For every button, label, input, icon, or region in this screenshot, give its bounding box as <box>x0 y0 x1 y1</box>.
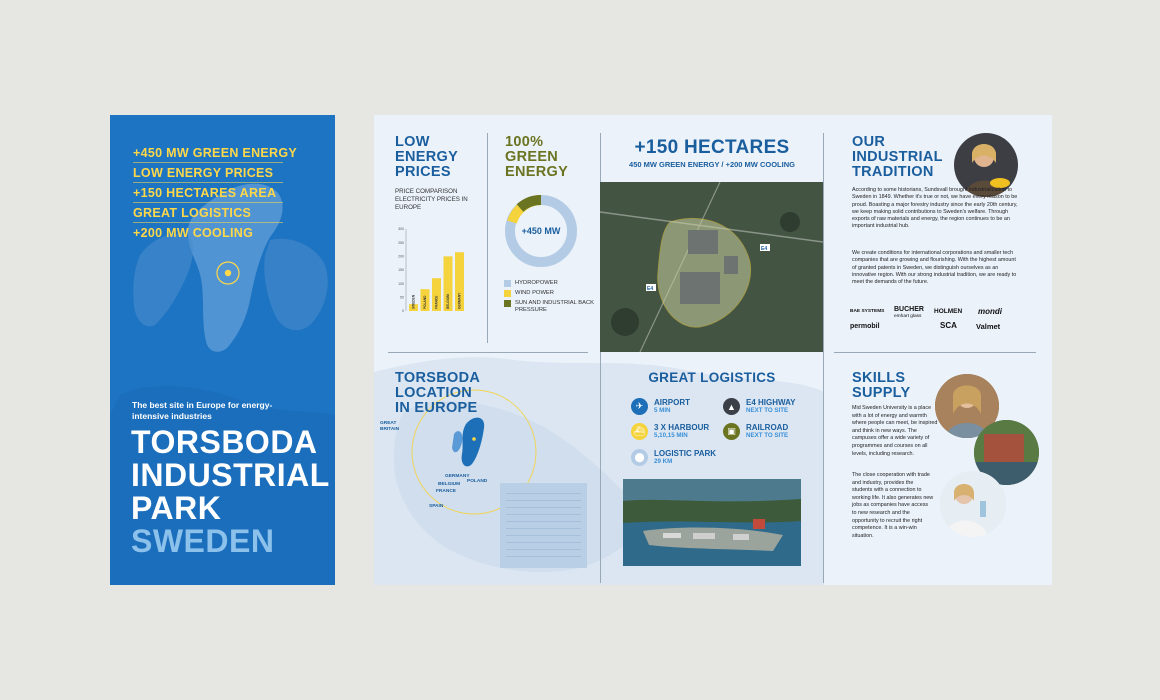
y-tick-label: 150 <box>398 268 404 273</box>
category-label: POLAND <box>423 295 427 309</box>
legend-item <box>504 280 595 287</box>
legend-item <box>504 290 595 297</box>
logistics-title: E4 HIGHWAY <box>746 398 796 407</box>
highlight-item: GREAT LOGISTICS <box>133 203 283 223</box>
location-heading <box>395 371 480 416</box>
logo-bucher: BUCHER <box>894 306 924 313</box>
hectares-heading: +150 HECTARES <box>634 137 790 158</box>
logistics-detail: NEXT TO SITE <box>746 407 789 414</box>
legend-label: WIND POWER <box>515 290 554 296</box>
price-bar-chart <box>392 225 472 315</box>
logo-holmen: HOLMEN <box>934 308 963 315</box>
skills-heading <box>852 371 910 401</box>
heading-line: INDUSTRIAL <box>852 149 943 165</box>
highlights-list <box>133 143 298 242</box>
category-label: FRANCE <box>434 295 439 309</box>
country-label: POLAND <box>467 479 488 484</box>
heading-line: TORSBODA <box>395 370 481 386</box>
heading-line: IN EUROPE <box>395 400 478 416</box>
logo-valmet: Valmet <box>976 322 1001 331</box>
category-label: GERMANY <box>457 292 462 309</box>
heading-line: PRICES <box>395 164 451 180</box>
logo-sca: SCA <box>940 321 957 330</box>
tradition-heading <box>852 135 943 180</box>
logistics-item <box>631 398 690 415</box>
road-label: E4 <box>647 286 654 292</box>
y-tick-label: 50 <box>400 295 404 300</box>
cover-panel <box>110 115 335 585</box>
cover-title-line: TORSBODA <box>131 424 318 460</box>
train-icon: ▣ <box>723 423 740 440</box>
heading-line: GREEN <box>505 149 559 165</box>
country-label: BELGIUM <box>438 482 461 487</box>
cover-title <box>131 426 330 558</box>
energy-legend <box>504 280 595 316</box>
cover-title-line: PARK <box>131 490 222 526</box>
aerial-site-photo <box>600 182 823 352</box>
logistics-title: RAILROAD <box>746 423 789 432</box>
logistics-title: LOGISTIC PARK <box>654 449 717 458</box>
logistics-detail: 5,10,15 MIN <box>654 432 688 439</box>
chart-caption: PRICE COMPARISON ELECTRICITY PRICES IN EUROPE <box>395 188 468 211</box>
researcher-photo <box>940 471 1006 537</box>
logistics-title: 3 X HARBOUR <box>654 423 710 432</box>
category-label: SWEDEN <box>411 295 416 309</box>
legend-label: HYDROPOWER <box>515 280 558 286</box>
logistics-heading: GREAT LOGISTICS <box>648 370 776 385</box>
y-tick-label: 250 <box>398 240 404 245</box>
tradition-paragraph: We create conditions for international corporations and smaller tech companies that are growing and flourishing. With the highest amount of granted patents in Sweden, we distinguish ourselves as an innovative region. With our strong industrial tradition, we are ready to meet the demands of the future. <box>852 250 1017 286</box>
airplane-icon: ✈ <box>631 398 648 415</box>
heading-line: TRADITION <box>852 164 934 180</box>
heading-line: ENERGY <box>505 164 569 180</box>
highlight-item: +200 MW COOLING <box>133 226 254 240</box>
tradition-paragraph: According to some historians, Sundsvall brought industrialization to Sweden in 1849. Whether it's true or not, we have every reason to be proud. Boasting a major forestry industry since the early 20th century, we keep making solid contributions to Sweden's welfare. Through exports of raw materials and energy, the region continues to be an important industrial hub. <box>852 187 1018 230</box>
heading-line: LOW <box>395 134 430 150</box>
logistics-item <box>631 449 716 466</box>
country-label: SPAIN <box>429 504 444 509</box>
cover-title-line: INDUSTRIAL <box>131 457 330 493</box>
highlight-item: +450 MW GREEN ENERGY <box>133 143 283 163</box>
heading-line: SKILLS <box>852 370 906 386</box>
legend-item <box>504 300 595 313</box>
skills-paragraph: Mid Sweden University is a place with a lot of energy and warmth where people can meet, be inspired and think in new ways. The campuses offer a wide variety of programmes and courses on all levels, including research. <box>852 405 938 457</box>
hectares-subheading: 450 MW GREEN ENERGY / +200 MW COOLING <box>629 160 795 169</box>
ship-icon: ⛴ <box>631 423 648 440</box>
harbour-aerial-photo <box>623 479 801 566</box>
inner-spread <box>374 115 1052 585</box>
y-tick-label: 300 <box>398 227 404 232</box>
skills-paragraph: The close cooperation with trade and industry, provides the students with a connection to working life. It also generates new jobs as companies have access to new research and the opportunity to recruit the right competence. It is a win-win situation. <box>852 472 934 539</box>
cover-tagline: The best site in Europe for energy-intensive industries <box>132 400 273 421</box>
country-label: GERMANY <box>445 474 470 479</box>
chart-source <box>400 317 460 321</box>
highlight-item: +150 HECTARES AREA <box>133 183 283 203</box>
heading-line: SUPPLY <box>852 385 911 401</box>
legend-label: SUN AND INDUSTRIAL BACK PRESSURE <box>515 300 595 313</box>
logistics-item <box>723 423 788 440</box>
travel-minutes-table <box>500 483 587 568</box>
logo-permobil: permobil <box>850 323 880 330</box>
heading-line: OUR <box>852 134 886 150</box>
country-label: GREAT BRITAIN <box>380 421 400 432</box>
logistics-title: AIRPORT <box>654 398 690 407</box>
energy-prices-heading <box>395 135 458 180</box>
logo-bae: BAE SYSTEMS <box>850 309 885 314</box>
road-label: E4 <box>761 246 768 252</box>
logistics-detail: 5 MIN <box>654 407 671 414</box>
heading-line: ENERGY <box>395 149 459 165</box>
logo-mondi: mondi <box>978 307 1002 316</box>
cover-title-line: SWEDEN <box>131 523 275 559</box>
highway-icon: ▲ <box>723 398 740 415</box>
heading-line: 100% <box>505 134 544 150</box>
y-tick-label: 0 <box>402 309 404 314</box>
highlight-item: LOW ENERGY PRICES <box>133 163 283 183</box>
energy-donut-chart <box>502 192 580 270</box>
green-energy-heading <box>505 135 568 180</box>
y-tick-label: 100 <box>398 281 404 286</box>
logistics-detail: 29 KM <box>654 458 673 465</box>
country-label: FRANCE <box>436 489 456 494</box>
category-label: BELGIUM <box>446 294 450 309</box>
logistics-detail: NEXT TO SITE <box>746 432 789 439</box>
heading-line: LOCATION <box>395 385 473 401</box>
logo-emhart: emhart glass <box>894 314 922 319</box>
logistics-item <box>723 398 796 415</box>
donut-label: +450 MW <box>521 226 561 236</box>
y-tick-label: 200 <box>398 254 404 259</box>
location-icon: ⬤ <box>631 449 648 466</box>
logistics-item <box>631 423 709 440</box>
